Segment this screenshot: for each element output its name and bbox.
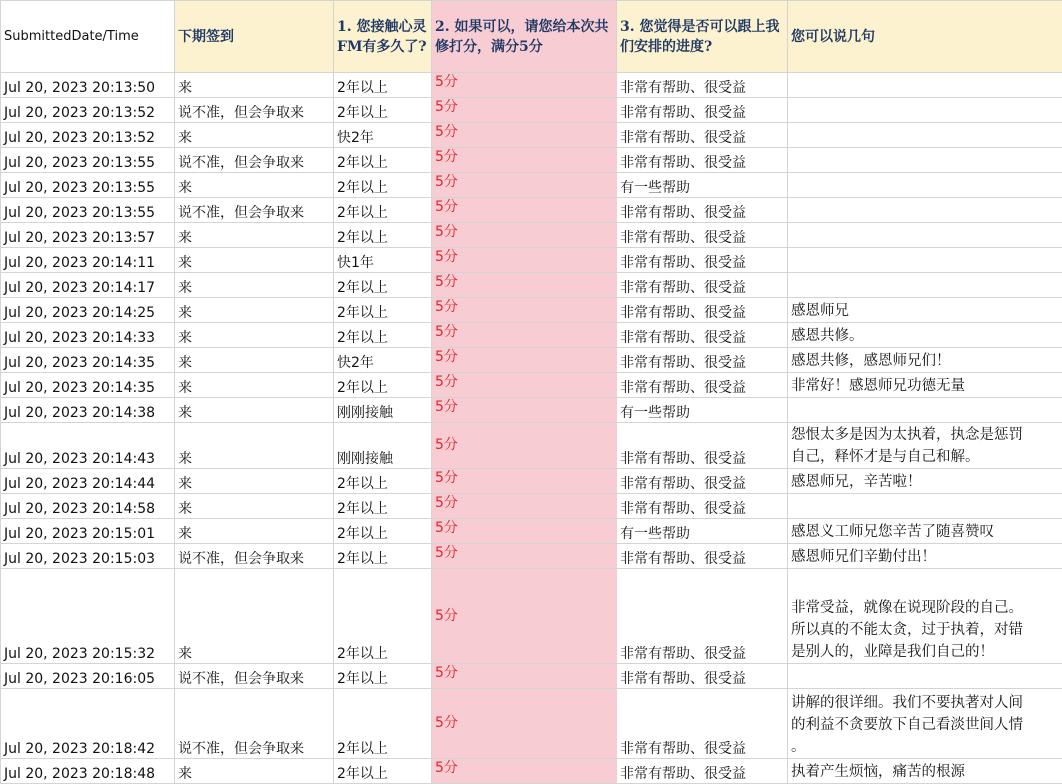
cell-score[interactable]: 5分 bbox=[432, 423, 617, 469]
cell-next-checkin[interactable]: 来 bbox=[175, 223, 334, 248]
cell-score[interactable]: 5分 bbox=[432, 664, 617, 689]
header-q3[interactable]: 3. 您觉得是否可以跟上我们安排的进度? bbox=[617, 1, 788, 73]
cell-comment[interactable] bbox=[788, 423, 1062, 469]
cell-submitted-time[interactable]: Jul 20, 2023 20:18:48 bbox=[1, 759, 175, 784]
cell-score[interactable]: 5分 bbox=[432, 544, 617, 569]
cell-submitted-time[interactable]: Jul 20, 2023 20:14:35 bbox=[1, 348, 175, 373]
table-row bbox=[1, 298, 1062, 323]
table-row bbox=[1, 544, 1062, 569]
cell-comment-line: 的利益不贪要放下自己看淡世间人情 bbox=[791, 714, 1062, 736]
cell-duration[interactable]: 快2年 bbox=[334, 123, 432, 148]
table-row bbox=[1, 469, 1062, 494]
cell-comment[interactable] bbox=[788, 98, 1062, 123]
cell-next-checkin[interactable]: 来 bbox=[175, 323, 334, 348]
cell-submitted-time[interactable]: Jul 20, 2023 20:13:55 bbox=[1, 173, 175, 198]
cell-next-checkin[interactable]: 说不准，但会争取来 bbox=[175, 98, 334, 123]
cell-progress[interactable]: 非常有帮助、很受益 bbox=[617, 664, 788, 689]
cell-next-checkin[interactable]: 来 bbox=[175, 348, 334, 373]
cell-duration[interactable]: 2年以上 bbox=[334, 298, 432, 323]
header-row bbox=[1, 1, 1062, 73]
cell-submitted-time[interactable]: Jul 20, 2023 20:14:11 bbox=[1, 248, 175, 273]
cell-comment[interactable] bbox=[788, 664, 1062, 689]
cell-progress[interactable]: 非常有帮助、很受益 bbox=[617, 544, 788, 569]
cell-duration[interactable]: 2年以上 bbox=[334, 519, 432, 544]
cell-score[interactable]: 5分 bbox=[432, 173, 617, 198]
cell-comment[interactable] bbox=[788, 569, 1062, 664]
cell-comment-line: 怨恨太多是因为太执着，执念是惩罚 bbox=[791, 424, 1062, 446]
table-row bbox=[1, 689, 1062, 759]
cell-submitted-time[interactable]: Jul 20, 2023 20:14:33 bbox=[1, 323, 175, 348]
table-row bbox=[1, 98, 1062, 123]
table-row bbox=[1, 248, 1062, 273]
cell-score[interactable]: 5分 bbox=[432, 273, 617, 298]
cell-submitted-time[interactable]: Jul 20, 2023 20:16:05 bbox=[1, 664, 175, 689]
cell-progress[interactable]: 非常有帮助、很受益 bbox=[617, 494, 788, 519]
cell-score[interactable]: 5分 bbox=[432, 323, 617, 348]
cell-duration[interactable]: 2年以上 bbox=[334, 544, 432, 569]
cell-comment-line: 所以真的不能太贪，过于执着，对错 bbox=[791, 619, 1062, 641]
cell-score[interactable]: 5分 bbox=[432, 98, 617, 123]
cell-duration[interactable]: 2年以上 bbox=[334, 759, 432, 784]
cell-score[interactable]: 5分 bbox=[432, 373, 617, 398]
cell-next-checkin[interactable]: 来 bbox=[175, 73, 334, 98]
cell-next-checkin[interactable]: 来 bbox=[175, 569, 334, 664]
cell-submitted-time[interactable]: Jul 20, 2023 20:14:35 bbox=[1, 373, 175, 398]
cell-next-checkin[interactable]: 来 bbox=[175, 398, 334, 423]
cell-score[interactable]: 5分 bbox=[432, 569, 617, 664]
cell-next-checkin[interactable]: 说不准，但会争取来 bbox=[175, 544, 334, 569]
cell-score[interactable]: 5分 bbox=[432, 519, 617, 544]
cell-duration[interactable]: 2年以上 bbox=[334, 494, 432, 519]
cell-duration[interactable]: 2年以上 bbox=[334, 689, 432, 759]
cell-duration[interactable]: 2年以上 bbox=[334, 73, 432, 98]
cell-next-checkin[interactable]: 说不准，但会争取来 bbox=[175, 664, 334, 689]
cell-score[interactable]: 5分 bbox=[432, 248, 617, 273]
cell-next-checkin[interactable]: 来 bbox=[175, 248, 334, 273]
cell-progress[interactable]: 非常有帮助、很受益 bbox=[617, 759, 788, 784]
cell-comment-line: 。 bbox=[791, 736, 1062, 758]
cell-progress[interactable]: 非常有帮助、很受益 bbox=[617, 223, 788, 248]
cell-progress[interactable]: 非常有帮助、很受益 bbox=[617, 148, 788, 173]
cell-progress[interactable]: 非常有帮助、很受益 bbox=[617, 123, 788, 148]
cell-comment-line: 是别人的，业障是我们自己的！ bbox=[791, 641, 1062, 663]
cell-comment-line: 讲解的很详细。我们不要执著对人间 bbox=[791, 692, 1062, 714]
cell-comment[interactable] bbox=[788, 223, 1062, 248]
table-row bbox=[1, 373, 1062, 398]
cell-comment[interactable]: 执着产生烦恼，痛苦的根源 bbox=[788, 759, 1062, 784]
cell-duration[interactable]: 2年以上 bbox=[334, 148, 432, 173]
cell-submitted-time[interactable]: Jul 20, 2023 20:13:55 bbox=[1, 198, 175, 223]
cell-next-checkin[interactable]: 来 bbox=[175, 494, 334, 519]
header-next-checkin[interactable]: 下期签到 bbox=[175, 1, 334, 73]
cell-duration[interactable]: 2年以上 bbox=[334, 469, 432, 494]
cell-progress[interactable]: 非常有帮助、很受益 bbox=[617, 689, 788, 759]
cell-comment[interactable] bbox=[788, 494, 1062, 519]
table-row bbox=[1, 148, 1062, 173]
header-q4[interactable]: 您可以说几句 bbox=[788, 1, 1062, 73]
cell-duration[interactable]: 2年以上 bbox=[334, 98, 432, 123]
cell-progress[interactable]: 非常有帮助、很受益 bbox=[617, 248, 788, 273]
cell-duration[interactable]: 2年以上 bbox=[334, 223, 432, 248]
cell-duration[interactable]: 2年以上 bbox=[334, 569, 432, 664]
cell-next-checkin[interactable]: 来 bbox=[175, 298, 334, 323]
cell-score[interactable]: 5分 bbox=[432, 494, 617, 519]
cell-score[interactable]: 5分 bbox=[432, 223, 617, 248]
table-row bbox=[1, 519, 1062, 544]
cell-score[interactable]: 5分 bbox=[432, 198, 617, 223]
cell-score[interactable]: 5分 bbox=[432, 759, 617, 784]
cell-comment[interactable]: 感恩义工师兄您辛苦了随喜赞叹 bbox=[788, 519, 1062, 544]
cell-score[interactable]: 5分 bbox=[432, 469, 617, 494]
cell-submitted-time[interactable]: Jul 20, 2023 20:15:01 bbox=[1, 519, 175, 544]
cell-progress[interactable]: 有一些帮助 bbox=[617, 398, 788, 423]
cell-progress[interactable]: 非常有帮助、很受益 bbox=[617, 569, 788, 664]
cell-submitted-time[interactable]: Jul 20, 2023 20:14:25 bbox=[1, 298, 175, 323]
cell-progress[interactable]: 非常有帮助、很受益 bbox=[617, 323, 788, 348]
cell-submitted-time[interactable]: Jul 20, 2023 20:14:58 bbox=[1, 494, 175, 519]
cell-comment[interactable]: 非常好！感恩师兄功德无量 bbox=[788, 373, 1062, 398]
cell-next-checkin[interactable]: 来 bbox=[175, 273, 334, 298]
cell-submitted-time[interactable]: Jul 20, 2023 20:14:17 bbox=[1, 273, 175, 298]
cell-duration[interactable]: 2年以上 bbox=[334, 373, 432, 398]
table-row bbox=[1, 123, 1062, 148]
cell-progress[interactable]: 有一些帮助 bbox=[617, 173, 788, 198]
cell-next-checkin[interactable]: 说不准，但会争取来 bbox=[175, 689, 334, 759]
cell-submitted-time[interactable]: Jul 20, 2023 20:14:38 bbox=[1, 398, 175, 423]
header-q2[interactable]: 2. 如果可以，请您给本次共修打分，满分5分 bbox=[432, 1, 617, 73]
cell-comment[interactable] bbox=[788, 123, 1062, 148]
cell-score[interactable]: 5分 bbox=[432, 73, 617, 98]
cell-submitted-time[interactable]: Jul 20, 2023 20:13:50 bbox=[1, 73, 175, 98]
cell-submitted-time[interactable]: Jul 20, 2023 20:13:55 bbox=[1, 148, 175, 173]
table-body bbox=[1, 73, 1062, 784]
cell-score[interactable]: 5分 bbox=[432, 348, 617, 373]
cell-comment[interactable] bbox=[788, 173, 1062, 198]
table-row bbox=[1, 398, 1062, 423]
table-row bbox=[1, 273, 1062, 298]
cell-duration[interactable]: 快2年 bbox=[334, 348, 432, 373]
cell-comment[interactable]: 感恩师兄，辛苦啦！ bbox=[788, 469, 1062, 494]
cell-score[interactable]: 5分 bbox=[432, 123, 617, 148]
cell-comment[interactable] bbox=[788, 198, 1062, 223]
cell-next-checkin[interactable]: 来 bbox=[175, 373, 334, 398]
cell-submitted-time[interactable]: Jul 20, 2023 20:15:03 bbox=[1, 544, 175, 569]
cell-duration[interactable]: 刚刚接触 bbox=[334, 423, 432, 469]
cell-submitted-time[interactable]: Jul 20, 2023 20:13:52 bbox=[1, 98, 175, 123]
cell-next-checkin[interactable]: 来 bbox=[175, 173, 334, 198]
cell-score[interactable]: 5分 bbox=[432, 148, 617, 173]
cell-progress[interactable]: 非常有帮助、很受益 bbox=[617, 273, 788, 298]
header-q1[interactable]: 1. 您接触心灵FM有多久了? bbox=[334, 1, 432, 73]
cell-progress[interactable]: 非常有帮助、很受益 bbox=[617, 98, 788, 123]
cell-comment-line: 非常受益，就像在说现阶段的自己。 bbox=[791, 597, 1062, 619]
cell-duration[interactable]: 快1年 bbox=[334, 248, 432, 273]
cell-submitted-time[interactable]: Jul 20, 2023 20:14:44 bbox=[1, 469, 175, 494]
cell-submitted-time[interactable]: Jul 20, 2023 20:13:52 bbox=[1, 123, 175, 148]
cell-comment-line: 自己，释怀才是与自己和解。 bbox=[791, 446, 1062, 468]
cell-next-checkin[interactable]: 来 bbox=[175, 519, 334, 544]
cell-comment[interactable] bbox=[788, 73, 1062, 98]
cell-duration[interactable]: 2年以上 bbox=[334, 173, 432, 198]
table-row bbox=[1, 223, 1062, 248]
cell-progress[interactable]: 非常有帮助、很受益 bbox=[617, 73, 788, 98]
cell-comment[interactable] bbox=[788, 248, 1062, 273]
cell-next-checkin[interactable]: 说不准，但会争取来 bbox=[175, 198, 334, 223]
cell-comment[interactable]: 感恩师兄们辛勤付出！ bbox=[788, 544, 1062, 569]
cell-score[interactable]: 5分 bbox=[432, 398, 617, 423]
cell-comment[interactable]: 感恩共修。 bbox=[788, 323, 1062, 348]
cell-comment[interactable]: 感恩师兄 bbox=[788, 298, 1062, 323]
table-row bbox=[1, 348, 1062, 373]
cell-score[interactable]: 5分 bbox=[432, 298, 617, 323]
cell-comment[interactable] bbox=[788, 398, 1062, 423]
cell-progress[interactable]: 非常有帮助、很受益 bbox=[617, 423, 788, 469]
header-submitted[interactable]: SubmittedDate/Time bbox=[1, 1, 175, 73]
cell-next-checkin[interactable]: 来 bbox=[175, 123, 334, 148]
cell-progress[interactable]: 非常有帮助、很受益 bbox=[617, 469, 788, 494]
cell-progress[interactable]: 非常有帮助、很受益 bbox=[617, 373, 788, 398]
cell-duration[interactable]: 2年以上 bbox=[334, 323, 432, 348]
table-row bbox=[1, 173, 1062, 198]
cell-duration[interactable]: 2年以上 bbox=[334, 198, 432, 223]
cell-progress[interactable]: 非常有帮助、很受益 bbox=[617, 198, 788, 223]
cell-progress[interactable]: 非常有帮助、很受益 bbox=[617, 298, 788, 323]
cell-comment[interactable] bbox=[788, 148, 1062, 173]
table-row bbox=[1, 759, 1062, 784]
cell-submitted-time[interactable]: Jul 20, 2023 20:13:57 bbox=[1, 223, 175, 248]
cell-comment[interactable]: 感恩共修，感恩师兄们！ bbox=[788, 348, 1062, 373]
cell-comment[interactable] bbox=[788, 273, 1062, 298]
table-row bbox=[1, 423, 1062, 469]
cell-next-checkin[interactable]: 来 bbox=[175, 423, 334, 469]
table-row bbox=[1, 569, 1062, 664]
cell-submitted-time[interactable]: Jul 20, 2023 20:18:42 bbox=[1, 689, 175, 759]
cell-progress[interactable]: 有一些帮助 bbox=[617, 519, 788, 544]
cell-next-checkin[interactable]: 说不准，但会争取来 bbox=[175, 148, 334, 173]
cell-score[interactable]: 5分 bbox=[432, 689, 617, 759]
cell-submitted-time[interactable]: Jul 20, 2023 20:14:43 bbox=[1, 423, 175, 469]
cell-duration[interactable]: 2年以上 bbox=[334, 664, 432, 689]
table-row bbox=[1, 494, 1062, 519]
table-row bbox=[1, 198, 1062, 223]
table-row bbox=[1, 323, 1062, 348]
cell-duration[interactable]: 刚刚接触 bbox=[334, 398, 432, 423]
table-row bbox=[1, 73, 1062, 98]
cell-next-checkin[interactable]: 来 bbox=[175, 759, 334, 784]
table-row bbox=[1, 664, 1062, 689]
cell-submitted-time[interactable]: Jul 20, 2023 20:15:32 bbox=[1, 569, 175, 664]
cell-progress[interactable]: 非常有帮助、很受益 bbox=[617, 348, 788, 373]
cell-duration[interactable]: 2年以上 bbox=[334, 273, 432, 298]
cell-comment[interactable] bbox=[788, 689, 1062, 759]
cell-next-checkin[interactable]: 来 bbox=[175, 469, 334, 494]
